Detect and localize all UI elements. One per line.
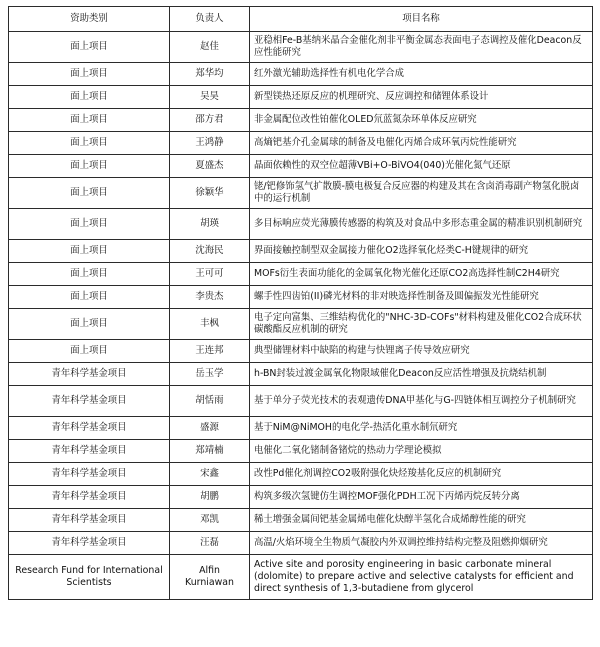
cell-person: 王鸿静 — [170, 132, 250, 155]
table-row — [9, 363, 593, 386]
table-row — [9, 386, 593, 417]
cell-person: 沈海民 — [170, 240, 250, 263]
cell-person: 胡恬雨 — [170, 386, 250, 417]
cell-category: 面上项目 — [9, 63, 170, 86]
header-project: 项目名称 — [250, 7, 593, 32]
cell-person: 胡鹏 — [170, 486, 250, 509]
cell-project: 亚稳相Fe-B基纳米晶合金催化剂非平衡金属态表面电子态调控及催化Deacon反应性能研究 — [250, 32, 593, 63]
cell-person: 王连邦 — [170, 340, 250, 363]
header-person: 负责人 — [170, 7, 250, 32]
cell-project: 螺手性四齿铂(II)磷光材料的非对映选择性制备及圆偏振发光性能研究 — [250, 286, 593, 309]
table-row — [9, 86, 593, 109]
cell-person: 徐颖华 — [170, 178, 250, 209]
cell-category: 面上项目 — [9, 32, 170, 63]
table-row — [9, 417, 593, 440]
cell-project: 稀土增强金属间钯基金属烯电催化炔醇半氢化合成烯醇性能的研究 — [250, 509, 593, 532]
cell-project: 高温/火焰环境全生物质气凝胶内外双调控维持结构完整及阻燃抑烟研究 — [250, 532, 593, 555]
cell-project: 新型镁热还原反应的机理研究、反应调控和储锂体系设计 — [250, 86, 593, 109]
table-row — [9, 263, 593, 286]
cell-project: MOFs衍生表面功能化的金属氧化物光催化还原CO2高选择性制C2H4研究 — [250, 263, 593, 286]
cell-project: Active site and porosity engineering in basic carbonate mineral (dolomite) to prepare active and selective catalysts for efficient and direct synthesis of 1,3-butadiene from glycerol — [250, 555, 593, 600]
cell-project: 基于单分子荧光技术的表观遗传DNA甲基化与G-四链体相互调控分子机制研究 — [250, 386, 593, 417]
table-row — [9, 240, 593, 263]
table-body — [9, 32, 593, 600]
cell-category: 面上项目 — [9, 340, 170, 363]
table-row — [9, 32, 593, 63]
table-row — [9, 440, 593, 463]
cell-project: 高熵钯基介孔金属球的制备及电催化丙烯合成环氧丙烷性能研究 — [250, 132, 593, 155]
cell-category: 面上项目 — [9, 178, 170, 209]
table-row — [9, 209, 593, 240]
header-row — [9, 7, 593, 32]
cell-person: 岳玉学 — [170, 363, 250, 386]
cell-project: 电催化二氧化锗制备锗烷的热动力学理论模拟 — [250, 440, 593, 463]
cell-project: 基于NiM@NiMOH的电化学-热活化重水制氘研究 — [250, 417, 593, 440]
table-row — [9, 309, 593, 340]
cell-project: 改性Pd催化剂调控CO2吸附强化炔烃羧基化反应的机制研究 — [250, 463, 593, 486]
cell-person: 邓凯 — [170, 509, 250, 532]
cell-person: 王可可 — [170, 263, 250, 286]
cell-person: 吴昊 — [170, 86, 250, 109]
table-row — [9, 532, 593, 555]
table-row — [9, 340, 593, 363]
cell-category: 面上项目 — [9, 209, 170, 240]
cell-person: 丰枫 — [170, 309, 250, 340]
cell-category: 面上项目 — [9, 109, 170, 132]
cell-project: 红外激光辅助选择性有机电化学合成 — [250, 63, 593, 86]
cell-category: 面上项目 — [9, 286, 170, 309]
cell-person: 夏盛杰 — [170, 155, 250, 178]
table-row — [9, 509, 593, 532]
cell-person: 汪磊 — [170, 532, 250, 555]
cell-project: 非金属配位改性铂催化OLED氘蓝氮杂环单体反应研究 — [250, 109, 593, 132]
cell-project: h-BN封装过渡金属氧化物限域催化Deacon反应活性增强及抗烧结机制 — [250, 363, 593, 386]
cell-category: Research Fund for International Scientists — [9, 555, 170, 600]
cell-person: 赵佳 — [170, 32, 250, 63]
cell-project: 铑/钯修饰氢气扩散膜-膜电极复合反应器的构建及其在含卤消毒副产物氢化脱卤中的运行机制 — [250, 178, 593, 209]
cell-category: 青年科学基金项目 — [9, 463, 170, 486]
cell-category: 青年科学基金项目 — [9, 532, 170, 555]
cell-category: 青年科学基金项目 — [9, 440, 170, 463]
table-row — [9, 109, 593, 132]
table-row — [9, 178, 593, 209]
cell-project: 晶面依赖性的双空位超薄VBi+O-BiVO4(040)光催化氮气还原 — [250, 155, 593, 178]
cell-category: 面上项目 — [9, 263, 170, 286]
cell-person: 李贵杰 — [170, 286, 250, 309]
cell-category: 面上项目 — [9, 240, 170, 263]
cell-category: 青年科学基金项目 — [9, 417, 170, 440]
cell-category: 青年科学基金项目 — [9, 486, 170, 509]
table-row — [9, 155, 593, 178]
table-row — [9, 463, 593, 486]
cell-category: 面上项目 — [9, 155, 170, 178]
cell-project: 多目标响应荧光薄膜传感器的构筑及对食品中多形态重金属的精准识别机制研究 — [250, 209, 593, 240]
cell-person: 宋鑫 — [170, 463, 250, 486]
cell-person: 盛源 — [170, 417, 250, 440]
cell-person: 郑华均 — [170, 63, 250, 86]
cell-category: 青年科学基金项目 — [9, 386, 170, 417]
cell-person: 胡瑛 — [170, 209, 250, 240]
cell-category: 面上项目 — [9, 86, 170, 109]
cell-category: 面上项目 — [9, 309, 170, 340]
table-row — [9, 63, 593, 86]
table-header — [9, 7, 593, 32]
cell-person: 邵方君 — [170, 109, 250, 132]
cell-person: 郑靖楠 — [170, 440, 250, 463]
cell-category: 青年科学基金项目 — [9, 363, 170, 386]
cell-project: 构筑多级次氢键仿生调控MOF强化PDH工况下丙烯丙烷反转分离 — [250, 486, 593, 509]
header-category: 资助类别 — [9, 7, 170, 32]
cell-project: 界面接触控制型双金属接力催化O2选择氧化烃类C-H键规律的研究 — [250, 240, 593, 263]
funding-table — [8, 6, 593, 600]
table-row — [9, 286, 593, 309]
cell-category: 青年科学基金项目 — [9, 509, 170, 532]
cell-person: Alfin Kurniawan — [170, 555, 250, 600]
table-row — [9, 132, 593, 155]
cell-category: 面上项目 — [9, 132, 170, 155]
table-row — [9, 486, 593, 509]
table-row — [9, 555, 593, 600]
cell-project: 典型储锂材料中缺陷的构建与快锂离子传导效应研究 — [250, 340, 593, 363]
cell-project: 电子定向富集、三维结构优化的"NHC-3D-COFs"材料构建及催化CO2合成环状碳酸酯反应机制的研究 — [250, 309, 593, 340]
